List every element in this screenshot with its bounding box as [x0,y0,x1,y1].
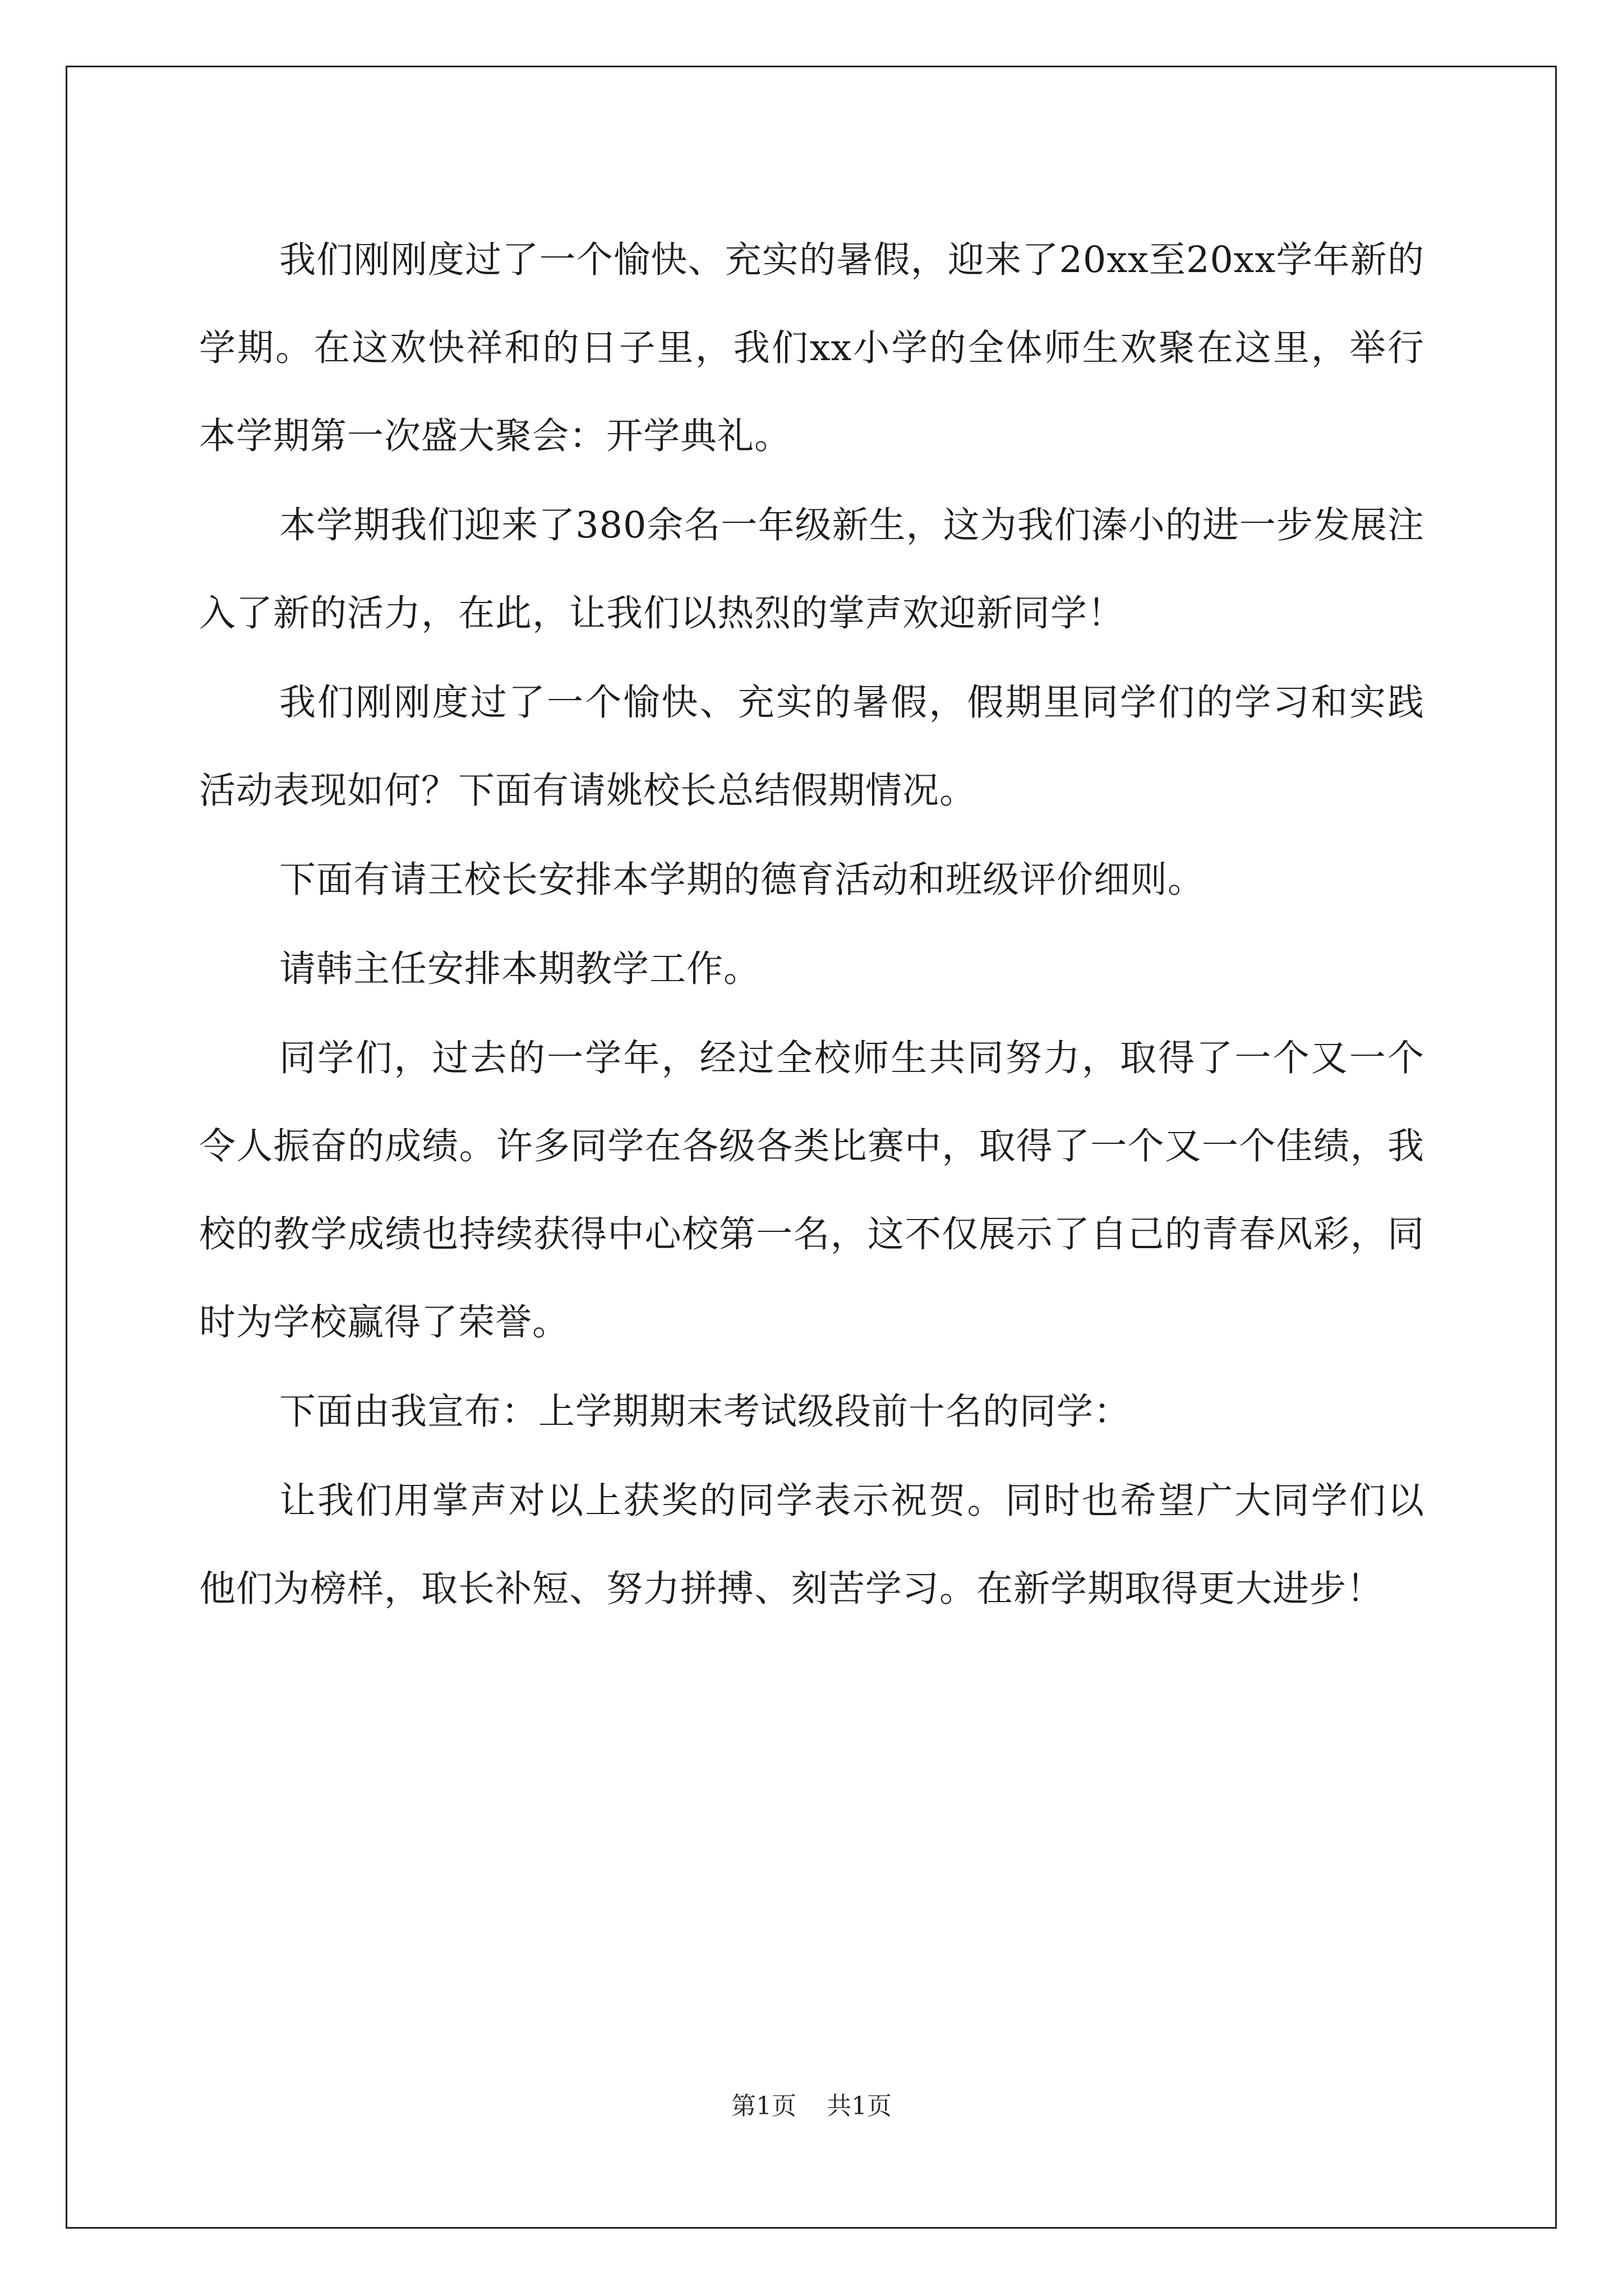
paragraph: 请韩主任安排本期教学工作。 [279,948,761,990]
paragraph: 本学期我们迎来了380余名一年级新生，这为我们溱小的进一步发展注入了新的活力，在此，让我们以热烈的掌声欢迎新同学！ [199,504,1424,634]
page-footer [0,2086,1623,2122]
page-number-total: 共1页 [827,2092,892,2120]
paragraph: 让我们用掌声对以上获奖的同学表示祝贺。同时也希望广大同学们以他们为榜样，取长补短、努力拼搏、刻苦学习。在新学期取得更大进步！ [199,1480,1424,1610]
document-body [199,216,1424,1634]
page-number-current: 第1页 [731,2092,796,2120]
paragraph: 下面由我宣布：上学期期末考试级段前十名的同学： [279,1391,1131,1433]
paragraph: 我们刚刚度过了一个愉快、充实的暑假，迎来了20xx至20xx学年新的学期。在这欢快祥和的日子里，我们xx小学的全体师生欢聚在这里，举行本学期第一次盛大聚会：开学典礼。 [199,239,1424,457]
paragraph: 下面有请王校长安排本学期的德育活动和班级评价细则。 [279,859,1205,901]
paragraph: 我们刚刚度过了一个愉快、充实的暑假，假期里同学们的学习和实践活动表现如何？下面有请姚校长总结假期情况。 [199,682,1424,812]
paragraph: 同学们，过去的一学年，经过全校师生共同努力，取得了一个又一个令人振奋的成绩。许多同学在各级各类比赛中，取得了一个又一个佳绩，我校的教学成绩也持续获得中心校第一名，这不仅展示了自己的青春风彩，同时为学校赢得了荣誉。 [199,1037,1424,1343]
